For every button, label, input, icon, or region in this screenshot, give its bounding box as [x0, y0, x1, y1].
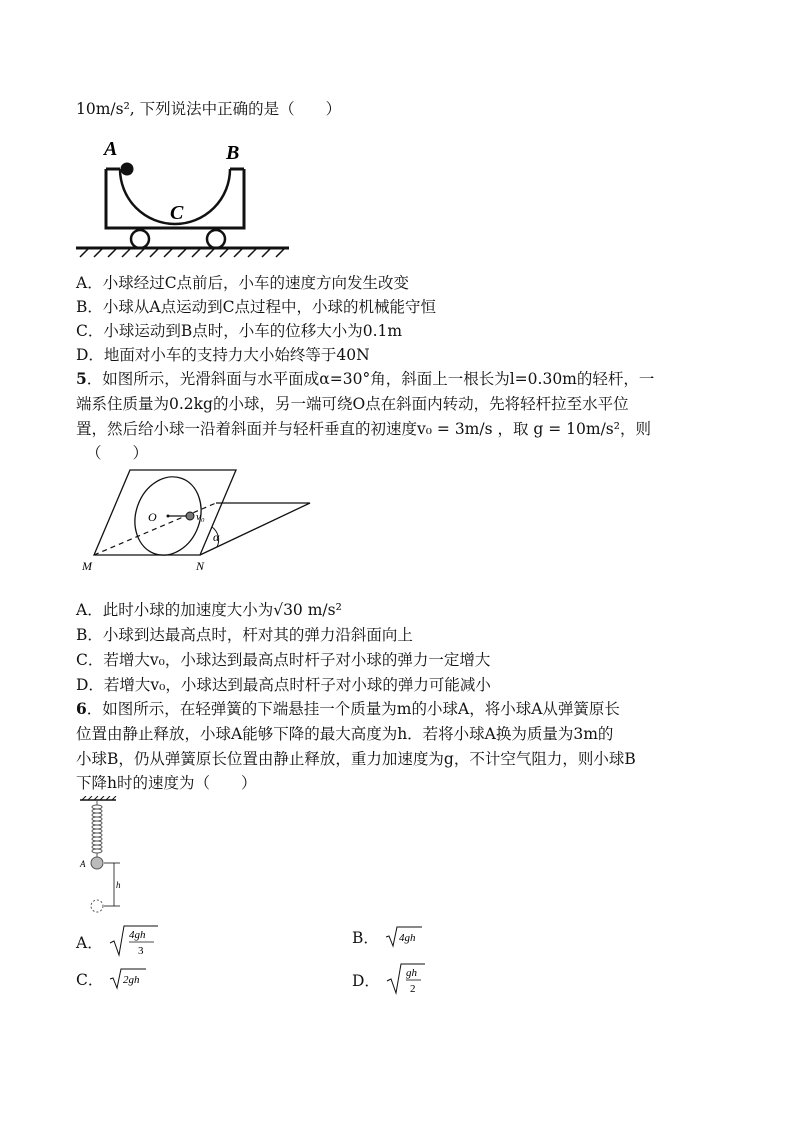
label-b: B — [226, 142, 240, 164]
q6-option-c: C． 2gh — [76, 966, 148, 996]
q5-option-a: A．此时小球的加速度大小为√30 m/s² — [76, 601, 342, 619]
label-o: O — [148, 510, 157, 524]
q6-option-d: D． gh 2 — [352, 962, 429, 1002]
q5-option-c: C．若增大v₀，小球达到最高点时杆子对小球的弹力一定增大 — [76, 651, 491, 669]
incline-figure — [76, 466, 316, 578]
q6-option-a: A． 4gh 3 — [76, 924, 160, 964]
q5-line4: （ ） — [86, 444, 149, 462]
wheel-right — [207, 230, 225, 248]
ball-a — [91, 857, 103, 869]
svg-text:4gh: 4gh — [128, 929, 146, 941]
label-c: C — [170, 202, 184, 224]
svg-text:2gh: 2gh — [123, 974, 140, 986]
label-alpha: α — [213, 530, 220, 544]
label-a: A — [104, 138, 118, 160]
svg-text:3: 3 — [137, 945, 144, 957]
ball-lowest-position — [91, 900, 103, 912]
sqrt-expression — [385, 962, 429, 1002]
svg-text:2: 2 — [409, 983, 416, 995]
q6-line2: 位置由静止释放，小球A能够下降的最大高度为h．若将小球A换为质量为3m的 — [76, 725, 614, 743]
sqrt-expression — [108, 966, 148, 996]
q4-intro: 10m/s², 下列说法中正确的是（ ） — [76, 100, 342, 118]
label-n: N — [196, 559, 205, 573]
q4-option-c: C．小球运动到B点时，小车的位移大小为0.1m — [76, 322, 403, 340]
svg-text:4gh: 4gh — [398, 932, 416, 944]
spring — [92, 800, 102, 857]
sqrt-expression — [384, 924, 424, 954]
label-m: M — [82, 559, 92, 573]
wheel-left — [131, 230, 149, 248]
ball-a — [121, 163, 134, 176]
q4-option-d: D．地面对小车的支持力大小始终等于40N — [76, 346, 370, 364]
q6-line4: 下降h时的速度为（ ） — [76, 774, 257, 792]
q5-line2: 端系住质量为0.2kg的小球，另一端可绕O点在斜面内转动，先将轻杆拉至水平位 — [76, 395, 629, 413]
label-v0: v₀ — [196, 511, 205, 523]
q6-option-b: B． 4gh — [352, 924, 424, 954]
q6-line3: 小球B，仍从弹簧原长位置由静止释放，重力加速度为g，不计空气阻力，则小球B — [76, 750, 636, 768]
q4-option-b: B．小球从A点运动到C点过程中，小球的机械能守恒 — [76, 298, 436, 316]
sqrt-expression — [108, 924, 160, 964]
q4-option-a: A．小球经过C点前后，小车的速度方向发生改变 — [76, 274, 410, 292]
label-h: h — [116, 880, 121, 890]
ball — [186, 512, 194, 520]
q6-number: 6 — [76, 699, 87, 718]
q5-option-b: B．小球到达最高点时，杆对其的弹力沿斜面向上 — [76, 626, 413, 644]
cart-figure — [74, 136, 296, 258]
spring-figure — [76, 796, 146, 916]
q5-option-d: D．若增大v₀，小球达到最高点时杆子对小球的弹力可能减小 — [76, 676, 491, 694]
label-a: A — [80, 859, 86, 869]
q5-line1: 5．如图所示，光滑斜面与水平面成α=30°角，斜面上一根长为l=0.30m的轻杆，一 — [76, 369, 655, 388]
q5-line3: 置，然后给小球一沿着斜面并与轻杆垂直的初速度v₀ = 3m/s ，取 g = 10m/s²，则 — [76, 420, 651, 438]
q6-line1: 6．如图所示，在轻弹簧的下端悬挂一个质量为m的小球A，将小球A从弹簧原长 — [76, 699, 620, 718]
q5-number: 5 — [76, 369, 87, 388]
svg-text:gh: gh — [405, 967, 417, 979]
